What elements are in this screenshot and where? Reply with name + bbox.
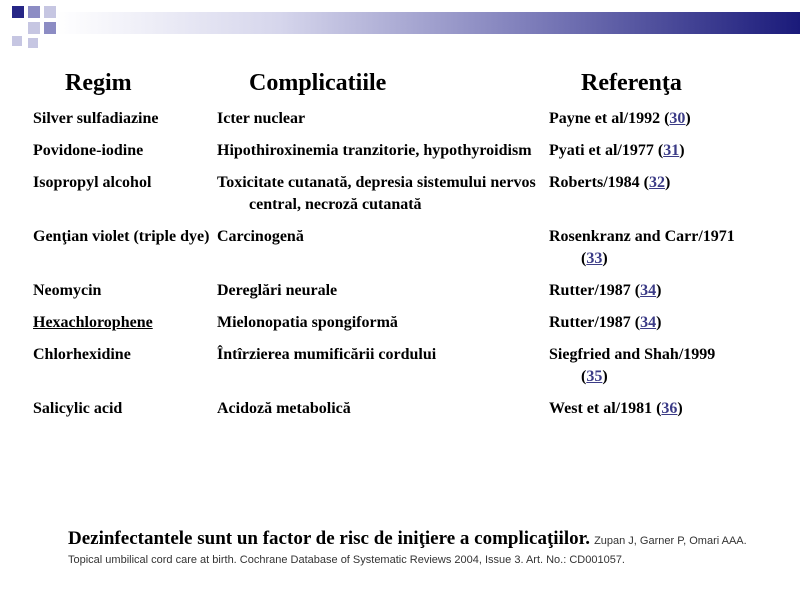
footer-statement: Dezinfectantele sunt un factor de risc de iniţiere a complicaţiilor. [68, 528, 591, 549]
decor-square [12, 6, 24, 18]
ref-end: ) [602, 250, 608, 267]
header-band [56, 12, 800, 34]
regim-cell: Silver sulfadiazine [33, 110, 159, 127]
table-row [56, 167, 746, 221]
table-row [56, 221, 746, 275]
referinta-cell [549, 167, 746, 221]
referinta-cell [549, 393, 746, 425]
ref-link[interactable]: 34 [640, 282, 657, 299]
complicatii-cell: Carcinogenă [217, 228, 304, 245]
regim-cell: Neomycin [33, 282, 102, 299]
ref-text: Rutter/1987 ( [549, 282, 641, 299]
ref-end: ) [656, 282, 662, 299]
complicatii-cell: Întîrzierea mumificării cordului [217, 346, 437, 363]
ref-link[interactable]: 32 [648, 174, 665, 191]
ref-link[interactable]: 35 [586, 368, 603, 385]
ref-text: Rosenkranz and Carr/1971 ( [549, 228, 735, 267]
referinta-cell [549, 339, 746, 393]
ref-text: Payne et al/1992 ( [549, 110, 670, 127]
table-row [56, 275, 746, 307]
ref-link[interactable]: 36 [661, 400, 678, 417]
regim-cell [33, 307, 240, 339]
table-row [56, 103, 746, 135]
table-row [56, 307, 746, 339]
complicatii-cell: Icter nuclear [217, 110, 306, 127]
ref-end: ) [602, 368, 608, 385]
regim-cell: Isopropyl alcohol [33, 174, 152, 191]
decor-square [44, 22, 56, 34]
ref-link[interactable]: 33 [586, 250, 603, 267]
complicatii-cell: Acidoză metabolică [217, 400, 351, 417]
ref-link[interactable]: 34 [640, 314, 657, 331]
ref-text: Rutter/1987 ( [549, 314, 641, 331]
regim-cell: Genţian violet (triple dye) [33, 228, 210, 245]
ref-end: ) [679, 142, 685, 159]
ref-text: Siegfried and Shah/1999 ( [549, 346, 716, 385]
decor-square [28, 22, 40, 34]
complicatii-cell: Hipothiroxinemia tranzitorie, hypothyroidism [217, 142, 532, 159]
ref-end: ) [664, 174, 671, 191]
regim-cell: Chlorhexidine [33, 346, 131, 363]
ref-end: ) [656, 314, 662, 331]
footer-citation: Zupan J, Garner P, Omari AAA. Topical umbilical cord care at birth. Cochrane Database of Systematic Reviews 2004, Issue 3. Art. No.: CD001057. [68, 535, 747, 566]
header-referinta: Referenţa [581, 70, 682, 96]
table-row [56, 339, 746, 393]
decor-square [12, 36, 22, 46]
table-header-row [56, 62, 746, 103]
complicatii-cell: Toxicitate cutanată, depresia sistemului nervos central, necroză cutanată [217, 174, 536, 213]
regim-cell: Povidone-iodine [33, 142, 144, 159]
decor-square [44, 6, 56, 18]
referinta-cell [549, 221, 746, 275]
referinta-cell [549, 103, 746, 135]
ref-end: ) [677, 400, 683, 417]
referinta-cell [549, 307, 746, 339]
header-regim: Regim [65, 70, 132, 96]
ref-text: Roberts/1984 ( [549, 174, 649, 191]
footer-note [68, 530, 748, 569]
regim-link[interactable]: Hexachlorophene [33, 314, 153, 331]
ref-link[interactable]: 30 [669, 110, 686, 127]
referinta-cell [549, 135, 746, 167]
ref-link[interactable]: 31 [663, 142, 680, 159]
table-row [56, 393, 746, 425]
ref-text: Pyati et al/1977 ( [549, 142, 664, 159]
decor-square [28, 6, 40, 18]
complications-table [33, 62, 746, 425]
ref-text: West et al/1981 ( [549, 400, 662, 417]
complicatii-cell: Mielonopatia spongiformă [217, 314, 398, 331]
decor-square [28, 38, 38, 48]
regim-cell: Salicylic acid [33, 400, 123, 417]
referinta-cell [549, 275, 746, 307]
header-complicatii: Complicatiile [249, 70, 387, 96]
ref-end: ) [685, 110, 691, 127]
complicatii-cell: Dereglări neurale [217, 282, 338, 299]
table-row [56, 135, 746, 167]
